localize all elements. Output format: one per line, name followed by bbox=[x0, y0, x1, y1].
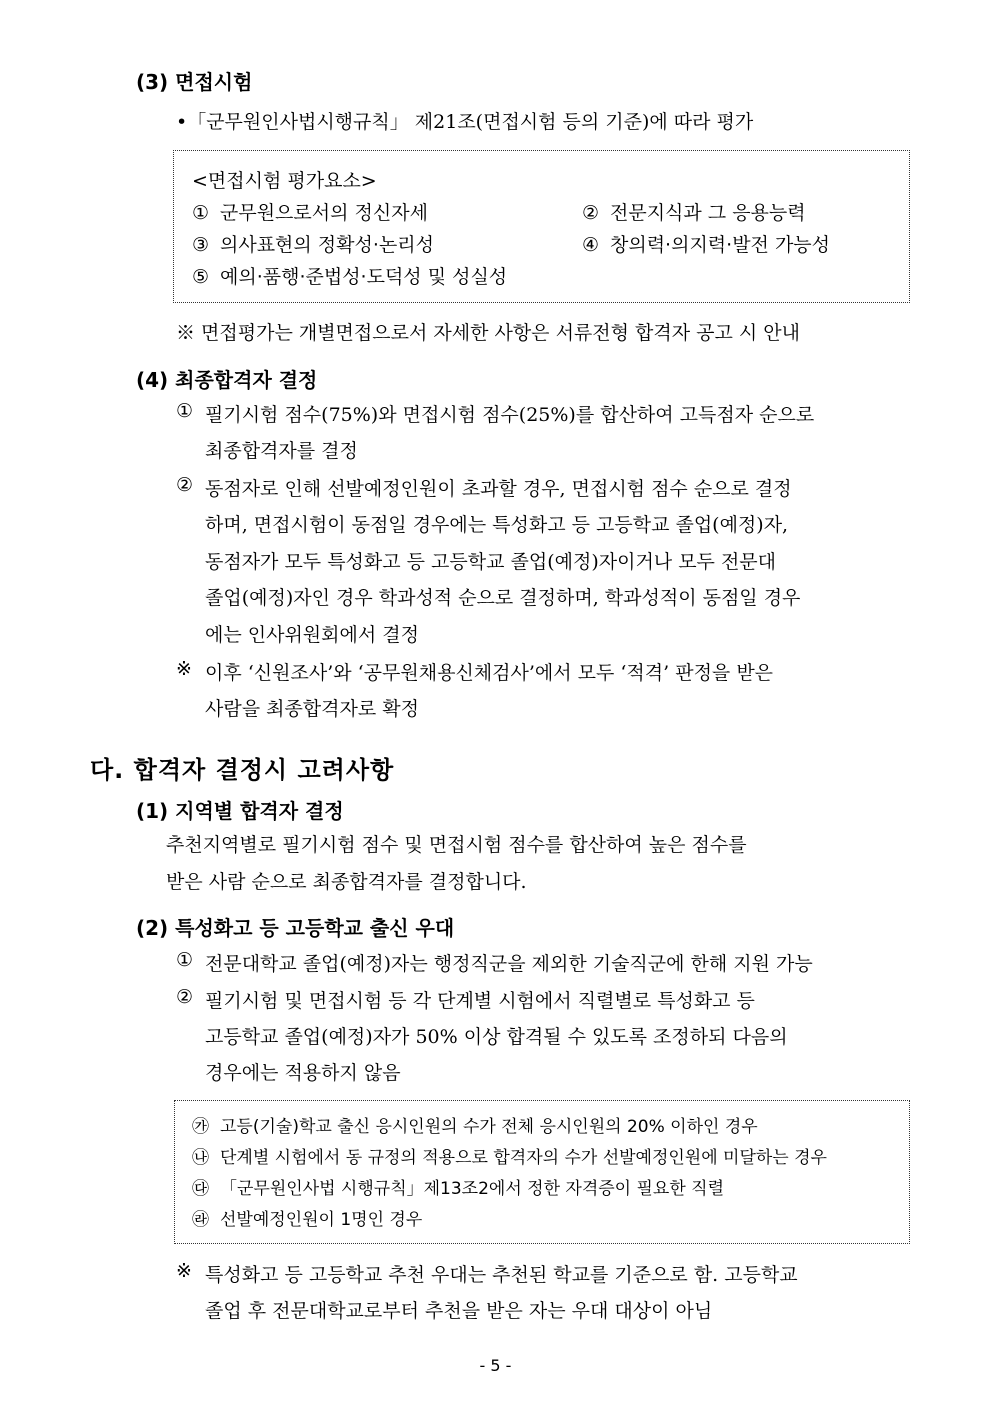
criteria-item: ③ 의사표현의 정확성·논리성 bbox=[192, 234, 434, 256]
exception-item: ㉮ 고등(기술)학교 출신 응시인원의 수가 전체 응시인원의 20% 이하인 경우 bbox=[192, 1117, 758, 1137]
interview-criteria-title: <면접시험 평가요소> bbox=[192, 170, 377, 192]
page-number: - 5 - bbox=[479, 1356, 512, 1375]
regional-text-line: 받은 사람 순으로 최종합격자를 결정합니다. bbox=[166, 871, 527, 893]
interview-basis-bullet: •「군무원인사법시행규칙」 제21조(면접시험 등의 기준)에 따라 평가 bbox=[176, 111, 754, 133]
final-item-number: ② bbox=[176, 474, 194, 496]
exception-item: ㉱ 선발예정인원이 1명인 경우 bbox=[192, 1210, 423, 1230]
subsection-heading-regional: (1) 지역별 합격자 결정 bbox=[136, 799, 344, 823]
final-note-line: 사람을 최종합격자로 확정 bbox=[205, 698, 419, 720]
criteria-item: ① 군무원으로서의 정신자세 bbox=[192, 202, 428, 224]
section-heading-final: (4) 최종합격자 결정 bbox=[136, 368, 318, 392]
final-item-line: 졸업(예정)자인 경우 학과성적 순으로 결정하며, 학과성적이 동점일 경우 bbox=[205, 587, 801, 609]
final-note-mark: ※ bbox=[176, 658, 192, 680]
section-heading-considerations: 다. 합격자 결정시 고려사항 bbox=[90, 756, 395, 784]
final-note-line: 이후 ‘신원조사’와 ‘공무원채용신체검사’에서 모두 ‘적격’ 판정을 받은 bbox=[205, 662, 774, 684]
final-item-line: 에는 인사위원회에서 결정 bbox=[205, 624, 419, 646]
subsection-heading-preference: (2) 특성화고 등 고등학교 출신 우대 bbox=[136, 916, 455, 940]
preference-item-line: 고등학교 졸업(예정)자가 50% 이상 합격될 수 있도록 조정하되 다음의 bbox=[205, 1026, 788, 1048]
criteria-item: ⑤ 예의·품행·준법성·도덕성 및 성실성 bbox=[192, 266, 508, 288]
section-heading-interview: (3) 면접시험 bbox=[136, 70, 253, 94]
final-item-line: 동점자가 모두 특성화고 등 고등학교 졸업(예정)자이거나 모두 전문대 bbox=[205, 551, 777, 573]
preference-item-line: 전문대학교 졸업(예정)자는 행정직군을 제외한 기술직군에 한해 지원 가능 bbox=[205, 953, 813, 975]
final-item-line: 필기시험 점수(75%)와 면접시험 점수(25%)를 합산하여 고득점자 순으로 bbox=[205, 404, 815, 426]
criteria-item: ④ 창의력·의지력·발전 가능성 bbox=[582, 234, 831, 256]
regional-text-line: 추천지역별로 필기시험 점수 및 면접시험 점수를 합산하여 높은 점수를 bbox=[166, 834, 747, 856]
exception-item: ㉰ 「군무원인사법 시행규칙」제13조2에서 정한 자격증이 필요한 직렬 bbox=[192, 1179, 725, 1199]
criteria-item: ② 전문지식과 그 응용능력 bbox=[582, 202, 806, 224]
exception-item: ㉯ 단계별 시험에서 동 규정의 적용으로 합격자의 수가 선발예정인원에 미달하는 경우 bbox=[192, 1148, 827, 1168]
preference-item-line: 필기시험 및 면접시험 등 각 단계별 시험에서 직렬별로 특성화고 등 bbox=[205, 990, 755, 1012]
preference-item-number: ① bbox=[176, 949, 194, 971]
interview-note: ※ 면접평가는 개별면접으로서 자세한 사항은 서류전형 합격자 공고 시 안내 bbox=[176, 322, 800, 344]
preference-note-line: 특성화고 등 고등학교 추천 우대는 추천된 학교를 기준으로 함. 고등학교 bbox=[205, 1264, 798, 1286]
final-item-line: 동점자로 인해 선발예정인원이 초과할 경우, 면접시험 점수 순으로 결정 bbox=[205, 478, 792, 500]
preference-item-number: ② bbox=[176, 986, 194, 1008]
final-item-line: 최종합격자를 결정 bbox=[205, 440, 358, 462]
final-item-line: 하며, 면접시험이 동점일 경우에는 특성화고 등 고등학교 졸업(예정)자, bbox=[205, 514, 789, 536]
final-item-number: ① bbox=[176, 400, 194, 422]
preference-note-mark: ※ bbox=[176, 1260, 192, 1282]
preference-item-line: 경우에는 적용하지 않음 bbox=[205, 1062, 401, 1084]
preference-note-line: 졸업 후 전문대학교로부터 추천을 받은 자는 우대 대상이 아님 bbox=[205, 1300, 713, 1322]
